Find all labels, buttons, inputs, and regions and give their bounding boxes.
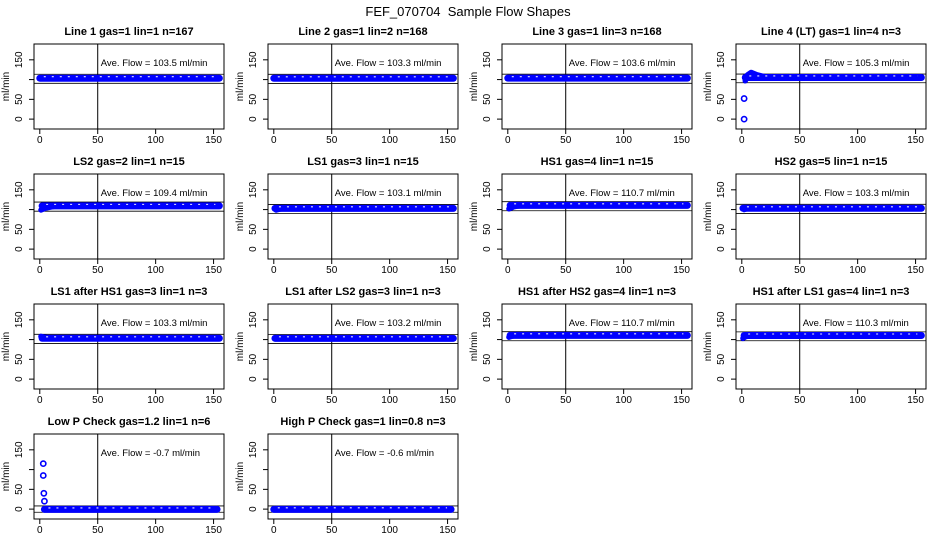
panel-plot xyxy=(0,144,234,274)
ave-flow-label: Ave. Flow = 103.3 ml/min xyxy=(334,58,442,69)
y-tick-label: 150 xyxy=(14,51,25,69)
x-tick-label: 100 xyxy=(381,265,398,274)
panel-title: HS2 gas=5 lin=1 n=15 xyxy=(774,156,888,168)
ave-flow-label: Ave. Flow = 103.2 ml/min xyxy=(334,318,442,329)
figure-title: FEF_070704 Sample Flow Shapes xyxy=(365,4,571,19)
x-tick-label: 50 xyxy=(560,135,572,144)
y-axis-label: ml/min xyxy=(1,201,12,232)
x-tick-label: 150 xyxy=(205,525,222,534)
outlier-point xyxy=(41,461,46,466)
y-tick-label: 150 xyxy=(248,311,259,329)
x-tick-label: 150 xyxy=(907,395,924,404)
panel-title: HS1 after LS1 gas=4 lin=1 n=3 xyxy=(752,286,910,298)
panel-plot xyxy=(0,14,234,144)
y-tick-label: 0 xyxy=(248,246,259,252)
ave-flow-label: Ave. Flow = 110.7 ml/min xyxy=(568,318,675,329)
x-tick-label: 50 xyxy=(92,395,104,404)
flow-panel xyxy=(468,144,702,274)
flow-panel xyxy=(468,14,702,144)
flow-panel xyxy=(468,274,702,404)
plot-box xyxy=(34,304,224,389)
y-tick-label: 50 xyxy=(482,223,493,235)
panel-title: High P Check gas=1 lin=0.8 n=3 xyxy=(280,416,446,428)
outlier-point xyxy=(41,491,46,496)
x-tick-label: 0 xyxy=(37,525,43,534)
y-tick-label: 150 xyxy=(14,181,25,199)
x-tick-label: 0 xyxy=(37,395,43,404)
x-tick-label: 100 xyxy=(615,135,632,144)
flow-panel xyxy=(0,404,234,534)
flow-panel xyxy=(234,14,468,144)
y-tick-label: 150 xyxy=(14,311,25,329)
y-tick-label: 0 xyxy=(482,246,493,252)
panel-plot xyxy=(702,274,936,404)
ave-flow-label: Ave. Flow = 109.4 ml/min xyxy=(100,188,208,199)
y-axis-label: ml/min xyxy=(235,201,246,232)
x-tick-label: 100 xyxy=(147,395,164,404)
y-tick-label: 0 xyxy=(716,376,727,382)
panel-plot xyxy=(234,404,468,534)
x-tick-label: 150 xyxy=(907,265,924,274)
plot-box xyxy=(268,44,458,129)
y-axis-label: ml/min xyxy=(235,71,246,102)
flow-panel xyxy=(702,144,936,274)
panel-title: LS1 after LS2 gas=3 lin=1 n=3 xyxy=(285,286,441,298)
y-axis-label: ml/min xyxy=(235,461,246,492)
y-tick-label: 50 xyxy=(14,93,25,105)
y-axis-label: ml/min xyxy=(235,331,246,362)
y-tick-label: 150 xyxy=(482,181,493,199)
y-tick-label: 50 xyxy=(248,223,259,235)
y-axis-label: ml/min xyxy=(703,71,714,102)
x-tick-label: 50 xyxy=(560,265,572,274)
x-tick-label: 0 xyxy=(739,135,745,144)
y-tick-label: 0 xyxy=(716,246,727,252)
panel-plot xyxy=(0,404,234,534)
y-tick-label: 150 xyxy=(716,181,727,199)
x-tick-label: 0 xyxy=(271,525,277,534)
flow-panel xyxy=(0,274,234,404)
y-axis-label: ml/min xyxy=(1,331,12,362)
x-tick-label: 100 xyxy=(147,135,164,144)
y-tick-label: 50 xyxy=(14,483,25,495)
ave-flow-label: Ave. Flow = 110.3 ml/min xyxy=(802,318,909,329)
y-tick-label: 0 xyxy=(482,116,493,122)
x-tick-label: 0 xyxy=(739,395,745,404)
flow-panel xyxy=(702,14,936,144)
plot-box xyxy=(34,174,224,259)
x-tick-label: 150 xyxy=(439,395,456,404)
ave-flow-label: Ave. Flow = -0.6 ml/min xyxy=(334,448,435,459)
x-tick-label: 50 xyxy=(326,395,338,404)
y-tick-label: 150 xyxy=(482,311,493,329)
x-tick-label: 50 xyxy=(326,135,338,144)
panel-plot xyxy=(468,274,702,404)
x-tick-label: 150 xyxy=(673,265,690,274)
y-tick-label: 150 xyxy=(482,51,493,69)
y-tick-label: 0 xyxy=(14,376,25,382)
y-axis-label: ml/min xyxy=(1,461,12,492)
flow-panel xyxy=(234,404,468,534)
y-axis-label: ml/min xyxy=(469,201,480,232)
x-tick-label: 0 xyxy=(505,265,511,274)
flow-panel xyxy=(234,274,468,404)
panel-title: LS1 after HS1 gas=3 lin=1 n=3 xyxy=(50,286,208,298)
flow-panel xyxy=(0,144,234,274)
y-tick-label: 150 xyxy=(248,51,259,69)
x-tick-label: 0 xyxy=(505,135,511,144)
x-tick-label: 150 xyxy=(439,265,456,274)
x-tick-label: 100 xyxy=(615,265,632,274)
panel-title: Low P Check gas=1.2 lin=1 n=6 xyxy=(47,416,211,428)
x-tick-label: 100 xyxy=(849,265,866,274)
ave-flow-label: Ave. Flow = 103.1 ml/min xyxy=(334,188,442,199)
x-tick-label: 50 xyxy=(92,135,104,144)
y-axis-label: ml/min xyxy=(703,331,714,362)
y-tick-label: 50 xyxy=(248,483,259,495)
x-tick-label: 150 xyxy=(907,135,924,144)
x-tick-label: 50 xyxy=(560,395,572,404)
x-tick-label: 0 xyxy=(271,265,277,274)
ave-flow-label: Ave. Flow = 103.3 ml/min xyxy=(802,188,910,199)
flow-panel xyxy=(702,274,936,404)
x-tick-label: 0 xyxy=(739,265,745,274)
outlier-point xyxy=(742,96,747,101)
x-tick-label: 100 xyxy=(849,135,866,144)
outlier-point xyxy=(41,473,46,478)
panel-plot xyxy=(234,274,468,404)
x-tick-label: 0 xyxy=(271,135,277,144)
panel-plot xyxy=(468,14,702,144)
plot-box xyxy=(268,304,458,389)
panel-plot xyxy=(702,14,936,144)
flow-panel xyxy=(0,14,234,144)
x-tick-label: 0 xyxy=(37,135,43,144)
x-tick-label: 150 xyxy=(205,395,222,404)
y-tick-label: 150 xyxy=(248,441,259,459)
ave-flow-label: Ave. Flow = 105.3 ml/min xyxy=(802,58,910,69)
panel-title: Line 1 gas=1 lin=1 n=167 xyxy=(64,26,194,38)
x-tick-label: 0 xyxy=(37,265,43,274)
panel-title: Line 3 gas=1 lin=3 n=168 xyxy=(532,26,662,38)
panel-title: LS2 gas=2 lin=1 n=15 xyxy=(73,156,185,168)
y-tick-label: 0 xyxy=(482,376,493,382)
y-tick-label: 0 xyxy=(14,246,25,252)
plot-box xyxy=(34,44,224,129)
x-tick-label: 100 xyxy=(147,525,164,534)
y-axis-label: ml/min xyxy=(469,331,480,362)
y-tick-label: 0 xyxy=(14,116,25,122)
x-tick-label: 50 xyxy=(92,265,104,274)
outlier-point xyxy=(42,499,47,504)
panel-plot xyxy=(234,144,468,274)
x-tick-label: 150 xyxy=(673,395,690,404)
y-tick-label: 50 xyxy=(716,93,727,105)
panel-title: Line 2 gas=1 lin=2 n=168 xyxy=(298,26,428,38)
y-tick-label: 0 xyxy=(248,116,259,122)
x-tick-label: 0 xyxy=(505,395,511,404)
plot-box xyxy=(502,44,692,129)
panel-title: LS1 gas=3 lin=1 n=15 xyxy=(307,156,419,168)
y-axis-label: ml/min xyxy=(1,71,12,102)
panel-plot xyxy=(468,144,702,274)
panel-plot xyxy=(702,144,936,274)
y-tick-label: 50 xyxy=(248,353,259,365)
flow-panel xyxy=(234,144,468,274)
x-tick-label: 50 xyxy=(92,525,104,534)
y-tick-label: 50 xyxy=(14,223,25,235)
y-tick-label: 0 xyxy=(14,506,25,512)
x-tick-label: 150 xyxy=(205,265,222,274)
ave-flow-label: Ave. Flow = 103.5 ml/min xyxy=(100,58,208,69)
ave-flow-label: Ave. Flow = 103.3 ml/min xyxy=(100,318,208,329)
ave-flow-label: Ave. Flow = 103.6 ml/min xyxy=(568,58,676,69)
y-axis-label: ml/min xyxy=(703,201,714,232)
y-tick-label: 50 xyxy=(482,353,493,365)
x-tick-label: 150 xyxy=(439,525,456,534)
panel-title: HS1 gas=4 lin=1 n=15 xyxy=(540,156,654,168)
x-tick-label: 100 xyxy=(849,395,866,404)
x-tick-label: 50 xyxy=(794,135,806,144)
ave-flow-label: Ave. Flow = -0.7 ml/min xyxy=(100,448,201,459)
panel-plot xyxy=(234,14,468,144)
panel-plot xyxy=(0,274,234,404)
y-tick-label: 50 xyxy=(14,353,25,365)
x-tick-label: 100 xyxy=(381,135,398,144)
panel-title: HS1 after HS2 gas=4 lin=1 n=3 xyxy=(517,286,677,298)
y-tick-label: 150 xyxy=(14,441,25,459)
plot-box xyxy=(736,44,926,129)
plot-box xyxy=(736,304,926,389)
x-tick-label: 50 xyxy=(326,265,338,274)
y-tick-label: 150 xyxy=(716,311,727,329)
x-tick-label: 150 xyxy=(673,135,690,144)
x-tick-label: 150 xyxy=(439,135,456,144)
ave-flow-label: Ave. Flow = 110.7 ml/min xyxy=(568,188,675,199)
y-tick-label: 50 xyxy=(716,223,727,235)
x-tick-label: 100 xyxy=(381,525,398,534)
plot-box xyxy=(502,174,692,259)
x-tick-label: 50 xyxy=(794,395,806,404)
y-tick-label: 150 xyxy=(716,51,727,69)
y-tick-label: 0 xyxy=(716,116,727,122)
y-tick-label: 50 xyxy=(716,353,727,365)
x-tick-label: 150 xyxy=(205,135,222,144)
y-axis-label: ml/min xyxy=(469,71,480,102)
x-tick-label: 100 xyxy=(615,395,632,404)
y-tick-label: 50 xyxy=(482,93,493,105)
x-tick-label: 0 xyxy=(271,395,277,404)
plot-box xyxy=(502,304,692,389)
panel-title: Line 4 (LT) gas=1 lin=4 n=3 xyxy=(760,26,902,38)
x-tick-label: 50 xyxy=(326,525,338,534)
y-tick-label: 150 xyxy=(248,181,259,199)
y-tick-label: 0 xyxy=(248,376,259,382)
x-tick-label: 100 xyxy=(381,395,398,404)
y-tick-label: 50 xyxy=(248,93,259,105)
x-tick-label: 50 xyxy=(794,265,806,274)
plot-box xyxy=(268,174,458,259)
y-tick-label: 0 xyxy=(248,506,259,512)
plot-box xyxy=(736,174,926,259)
outlier-point xyxy=(742,117,747,122)
x-tick-label: 100 xyxy=(147,265,164,274)
